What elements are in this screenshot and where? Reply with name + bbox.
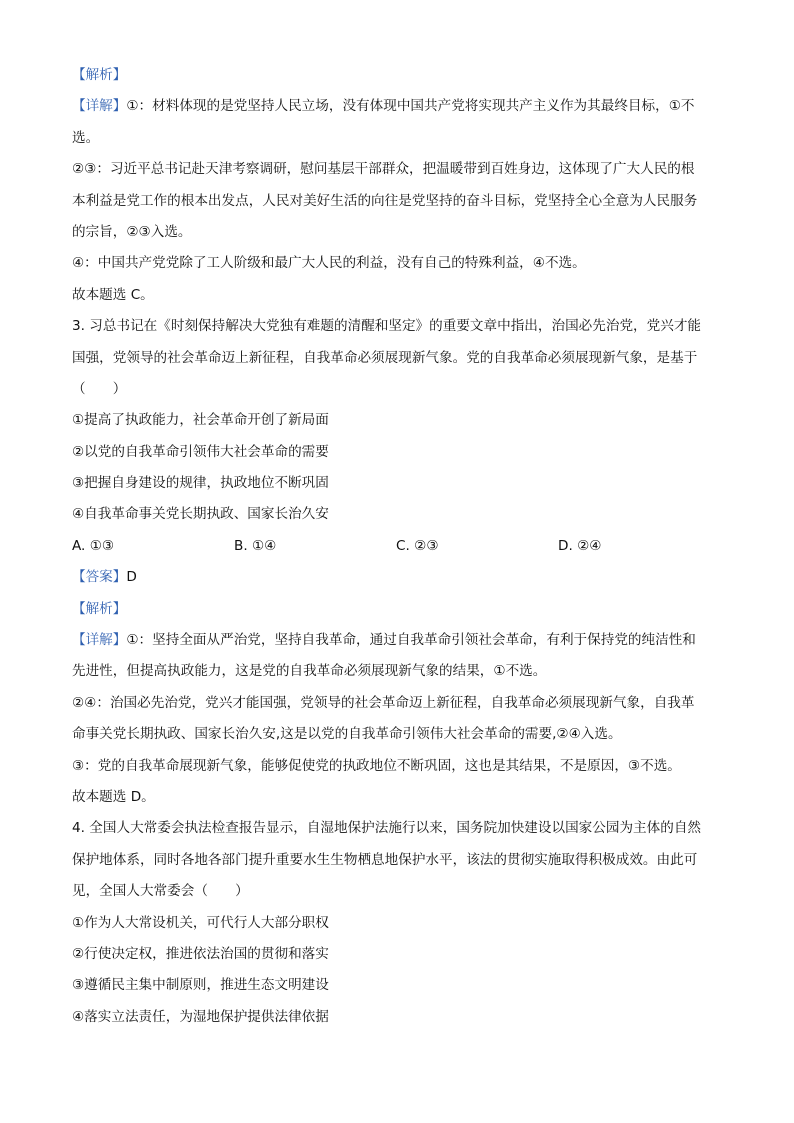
analysis-tag: 【解析】	[72, 600, 127, 617]
question-stem	[72, 343, 722, 374]
text-span: ①：材料体现的是党坚持人民立场，没有体现中国共产党将实现共产主义作为其最终目标，①不	[126, 98, 695, 115]
question-statement	[72, 437, 722, 468]
explanation-line	[72, 719, 722, 750]
question-statement	[72, 405, 722, 436]
explanation-line	[72, 688, 722, 719]
text-span: ②以党的自我革命引领伟大社会革命的需要	[72, 443, 329, 460]
answer-conclusion	[72, 782, 722, 813]
detail-tag: 【详解】	[72, 632, 127, 649]
question-statement	[72, 908, 722, 939]
text-span: 4. 全国人大常委会执法检查报告显示，自湿地保护法施行以来，国务院加快建设以国家公园为主体的自然	[72, 820, 702, 837]
text-span: （ ）	[72, 380, 127, 397]
text-span: ④：中国共产党党除了工人阶级和最广大人民的利益，没有自己的特殊利益，④不选。	[72, 255, 586, 272]
option-c: C. ②③	[396, 537, 439, 554]
answer-line	[72, 562, 722, 593]
text-span: 命事关党长期执政、国家长治久安,这是以党的自我革命引领伟大社会革命的需要,②④入选。	[72, 726, 622, 743]
text-span: ④自我革命事关党长期执政、国家长治久安	[72, 506, 329, 523]
option-d: D. ②④	[558, 537, 602, 554]
text-span: 3. 习总书记在《时刻保持解决大党独有难题的清醒和坚定》的重要文章中指出，治国必先治党，党兴才能	[72, 318, 702, 335]
section-heading-analysis	[72, 594, 722, 625]
option-a: A. ①③	[72, 537, 115, 554]
text-span: ①作为人大常设机关，可代行人大部分职权	[72, 914, 329, 931]
text-span: ①：坚持全面从严治党，坚持自我革命，通过自我革命引领社会革命，有利于保持党的纯洁性和	[126, 632, 696, 649]
option-b: B. ①④	[234, 537, 277, 554]
text-span: 保护地体系，同时各地各部门提升重要水生生物栖息地保护水平，该法的贯彻实施取得积极成效。由此可	[72, 851, 698, 868]
text-span: ④落实立法责任，为湿地保护提供法律依据	[72, 1008, 329, 1025]
explanation-line	[72, 656, 722, 687]
answer-options	[72, 531, 722, 562]
question-stem	[72, 374, 722, 405]
explanation-line	[72, 154, 722, 185]
explanation-line	[72, 751, 722, 782]
question-statement	[72, 1002, 722, 1033]
question-statement	[72, 499, 722, 530]
explanation-line	[72, 248, 722, 279]
text-span: 国强，党领导的社会革命迈上新征程，自我革命必须展现新气象。党的自我革命必须展现新气象，是基于	[72, 349, 698, 366]
answer-tag: 【答案】	[72, 569, 127, 586]
explanation-line	[72, 217, 722, 248]
question-stem	[72, 813, 722, 844]
text-span: 故本题选 C。	[72, 286, 154, 303]
question-stem	[72, 311, 722, 342]
explanation-line	[72, 186, 722, 217]
text-span: ①提高了执政能力，社会革命开创了新局面	[72, 412, 329, 429]
text-span: 先进性，但提高执政能力，这是党的自我革命必须展现新气象的结果，①不选。	[72, 663, 547, 680]
analysis-tag: 【解析】	[72, 67, 127, 83]
text-span: ③遵循民主集中制原则，推进生态文明建设	[72, 977, 329, 994]
explanation-line	[72, 91, 722, 122]
text-span: 本利益是党工作的根本出发点，人民对美好生活的向往是党坚持的奋斗目标，党坚持全心全意为人民服务	[72, 192, 698, 209]
question-stem	[72, 845, 722, 876]
text-span: 见，全国人大常委会（ ）	[72, 883, 249, 900]
answer-value: D	[126, 569, 137, 586]
question-stem	[72, 876, 722, 907]
detail-tag: 【详解】	[72, 98, 127, 115]
text-span: ②③：习近平总书记赴天津考察调研，慰问基层干部群众，把温暖带到百姓身边，这体现了广大人民的根	[72, 161, 695, 178]
explanation-line	[72, 625, 722, 656]
question-statement	[72, 939, 722, 970]
text-span: ②④：治国必先治党，党兴才能国强，党领导的社会革命迈上新征程，自我革命必须展现新气象，自我革	[72, 694, 695, 711]
text-span: 的宗旨，②③入选。	[72, 223, 192, 240]
text-span: 选。	[72, 129, 100, 146]
question-statement	[72, 970, 722, 1001]
question-statement	[72, 468, 722, 499]
section-heading-analysis	[72, 60, 722, 91]
text-span: 故本题选 D。	[72, 788, 155, 805]
document-page	[72, 60, 722, 1033]
answer-conclusion	[72, 280, 722, 311]
text-span: ③把握自身建设的规律，执政地位不断巩固	[72, 475, 329, 492]
text-span: ③：党的自我革命展现新气象，能够促使党的执政地位不断巩固，这也是其结果，不是原因，③不选。	[72, 757, 681, 774]
explanation-line	[72, 123, 722, 154]
text-span: ②行使决定权，推进依法治国的贯彻和落实	[72, 945, 329, 962]
